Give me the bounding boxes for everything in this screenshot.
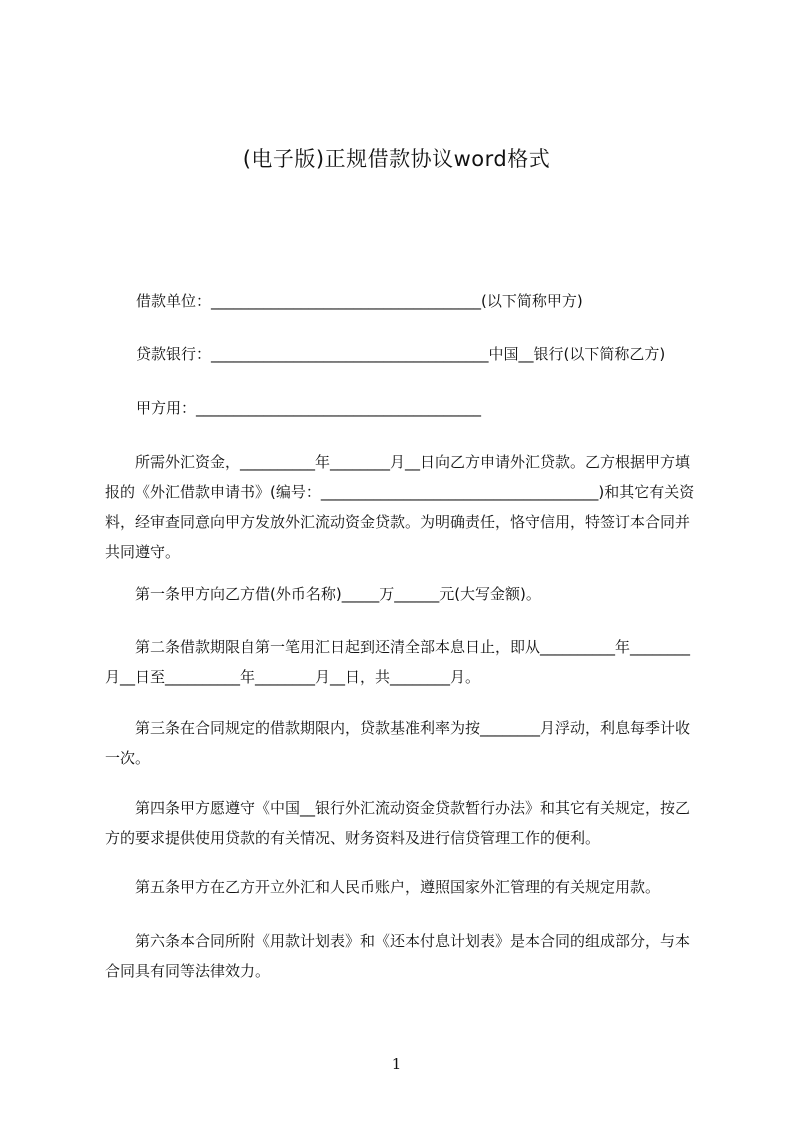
lender-field: 贷款银行：_____________________________________中国__银行(以下简称乙方) [136,345,666,363]
borrower-field: 借款单位：____________________________________(以下简称甲方) [136,292,583,310]
document-title: (电子版)正规借款协议word格式 [242,147,551,171]
paragraph-article-4: 第四条甲方愿遵守《中国__银行外汇流动资金贷款暂行办法》和其它有关规定，按乙方的要求提供使用贷款的有关情况、财务资料及进行信贷管理工作的便利。 [105,799,691,847]
paragraph-article-6: 第六条本合同所附《用款计划表》和《还本付息计划表》是本合同的组成部分，与本合同具有同等法律效力。 [105,932,691,980]
paragraph-article-2: 第二条借款期限自第一笔用汇日起到还清全部本息日止，即从__________年________月__日至__________年________月__日，共________月。 [105,638,691,686]
paragraph-article-5: 第五条甲方在乙方开立外汇和人民币账户，遵照国家外汇管理的有关规定用款。 [135,878,661,896]
paragraph-article-3: 第三条在合同规定的借款期限内，贷款基准利率为按________月浮动，利息每季计收一次。 [105,719,691,767]
page-number: 1 [391,1055,402,1073]
paragraph-article-1: 第一条甲方向乙方借(外币名称)_____万______元(大写金额)。 [135,585,541,603]
purpose-field: 甲方用：______________________________________ [136,399,482,417]
paragraph-intro: 所需外汇资金，__________年________月__日向乙方申请外汇贷款。乙方根据甲方填报的《外汇借款申请书》(编号：_____________________________________)和其它有关资料，经审查同意向甲方发放外汇流动资金贷款。为明确责任，恪守信用，特签订本合同并共同遵守。 [105,453,695,561]
